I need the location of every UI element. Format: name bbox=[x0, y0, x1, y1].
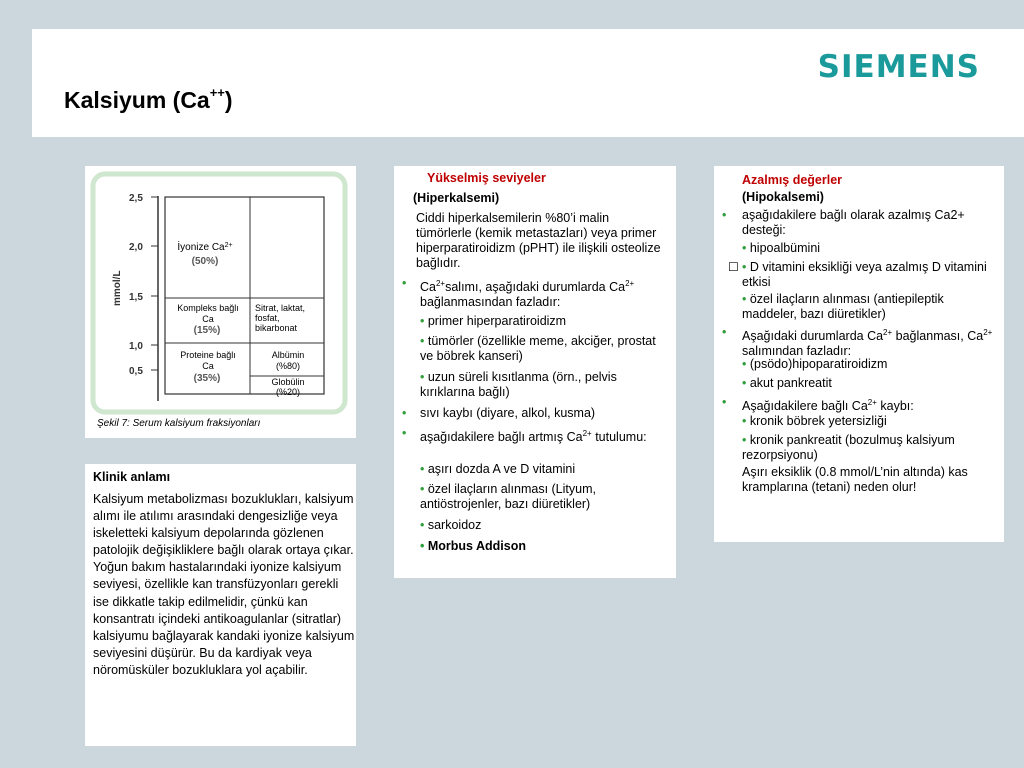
globulin-2: (%20) bbox=[275, 387, 301, 397]
bullet-dot: • bbox=[402, 426, 407, 440]
hyper-bullet-1: $Ca^{2+}salımı$, aşağıdaki durumlarda $Ca^{2+}$ bağlanmasından fazladır: bbox=[420, 279, 635, 310]
hyper-sub-4: • aşırı dozda A ve D vitamini bbox=[420, 462, 576, 476]
hypo-sub-7: • kronik pankreatit (bozulmuş kalsiyum rezorpsiyonu) bbox=[742, 433, 955, 462]
tick-2-5: 2,5 bbox=[129, 193, 143, 204]
hypo-bullet-3: Aşağıdakilere bağlı $Ca^{2+}$ kaybı: bbox=[742, 398, 914, 414]
hypo-final-note: Aşırı eksiklik (0.8 mmol/L’nin altında) kas kramplarına (tetani) neden olur! bbox=[742, 465, 968, 494]
clinical-panel bbox=[85, 464, 356, 746]
albumin-1: Albümin bbox=[271, 350, 305, 360]
hyper-sub-1: • primer hiperparatiroidizm bbox=[420, 314, 567, 328]
page-title: Kalsiyum (Ca++) bbox=[64, 85, 233, 113]
header-bar bbox=[32, 29, 1024, 137]
protein-label-2: Ca bbox=[202, 361, 214, 371]
hypo-sub-6: • kronik böbrek yetersizliği bbox=[742, 414, 887, 428]
clinical-body: Kalsiyum metabolizması bozuklukları, kalsiyum alımı ile atılımı arasındaki dengesizliğe veya iskeletteki kalsiyum depolarında gözlenen patolojik değişikliklere bağlı olarak ortaya çıkar. Yoğun bakım hastalarındaki iyonize kalsiyum seviyesi, özellikle kan transfüzyonları gerekli ise dikkatle takip edilmelidir, çünkü kan konsantratı içindeki antikoagulanlar (sitratlar) kalsiyumu bağlayarak kandaki iyonize kalsiyum seviyesini düşürür. Bu da kardiyak veya nöromüsküler bozukluklara yol açabilir. bbox=[93, 492, 355, 677]
hypo-sub-3: • özel ilaçların alınması (antiepileptik maddeler, bazı diüretikler) bbox=[742, 292, 944, 321]
hyper-sub-7: • Morbus Addison bbox=[420, 539, 526, 553]
hyper-bullet-3: aşağıdakilere bağlı artmış $Ca^{2+}$ tutulumu: bbox=[420, 429, 647, 445]
globulin-1: Globülin bbox=[271, 377, 305, 387]
citrate-2: fosfat, bbox=[255, 313, 280, 323]
checkbox-icon: ☐ bbox=[728, 260, 739, 274]
bullet-dot: • bbox=[722, 395, 727, 409]
ionized-pct: (50%) bbox=[191, 256, 219, 267]
hyper-intro: Ciddi hiperkalsemilerin %80’i malin tümörlerle (kemik metastazları) veya primer hiperparatiroidizm (pPHT) ile ilişkili osteolize bağlıdır. bbox=[416, 211, 661, 270]
complex-pct: (15%) bbox=[193, 325, 221, 336]
ionized-label: İyonize $Ca^{2+}$ bbox=[177, 242, 233, 253]
bullet-dot: • bbox=[722, 325, 727, 339]
hyper-sub-5: • özel ilaçların alınması (Lityum, antiöstrojenler, bazı diüretikler) bbox=[420, 482, 596, 511]
calcium-fraction-diagram bbox=[85, 166, 356, 416]
fraction-bar bbox=[165, 197, 324, 394]
hypo-heading: Azalmış değerler bbox=[742, 173, 843, 187]
tick-2-0: 2,0 bbox=[129, 242, 143, 253]
hypo-bullet-2: Aşağıdaki durumlarda $Ca^{2+}$ bağlanması, $Ca^{2+}$ salımından fazladır: bbox=[742, 328, 993, 359]
clinical-title: Klinik anlamı bbox=[93, 470, 171, 484]
hypo-sub-5: • akut pankreatit bbox=[742, 376, 832, 390]
siemens-logo: SIEMENS bbox=[817, 49, 980, 85]
hypo-sub-1: • hipoalbümini bbox=[742, 241, 821, 255]
hyper-sub-3: • uzun süreli kısıtlanma (örn., pelvis kırıklarına bağlı) bbox=[420, 370, 617, 399]
tick-1-5: 1,5 bbox=[129, 292, 143, 303]
hyper-sub-6: • sarkoidoz bbox=[420, 518, 482, 532]
bullet-dot: • bbox=[722, 208, 727, 222]
hyper-sub: (Hiperkalsemi) bbox=[413, 191, 500, 205]
hyper-bullet-2: sıvı kaybı (diyare, alkol, kusma) bbox=[420, 406, 596, 420]
complex-label-2: Ca bbox=[202, 314, 214, 324]
complex-label-1: Kompleks bağlı bbox=[177, 303, 239, 313]
citrate-3: bikarbonat bbox=[255, 323, 298, 333]
hypo-sub: (Hipokalsemi) bbox=[742, 190, 824, 204]
tick-marks bbox=[151, 197, 158, 370]
y-axis-ticks bbox=[129, 193, 143, 377]
hypo-sub-2: • D vitamini eksikliği veya azalmış D vitamini etkisi bbox=[742, 260, 987, 289]
hyper-heading: Yükselmiş seviyeler bbox=[427, 171, 546, 185]
tick-1-0: 1,0 bbox=[129, 341, 143, 352]
hypo-bullet-1: aşağıdakilere bağlı olarak azalmış Ca2+ desteği: bbox=[742, 208, 965, 237]
tick-0-5: 0,5 bbox=[129, 366, 143, 377]
figure-panel bbox=[85, 166, 356, 438]
bullet-dot: • bbox=[402, 276, 407, 290]
hypo-sub-4: • (psödo)hipoparatiroidizm bbox=[742, 357, 888, 371]
y-axis-label: mmol/L bbox=[112, 270, 123, 306]
albumin-2: (%80) bbox=[275, 361, 301, 371]
hyper-sub-2: • tümörler (özellikle meme, akciğer, prostat ve böbrek kanseri) bbox=[420, 334, 656, 363]
hypocalcemia-panel bbox=[714, 166, 1004, 542]
protein-label-1: Proteine bağlı bbox=[180, 350, 236, 360]
bullet-dot: • bbox=[402, 406, 407, 420]
protein-pct: (35%) bbox=[193, 373, 221, 384]
segment-labels bbox=[177, 240, 305, 397]
citrate-1: Sitrat, laktat, bbox=[255, 303, 306, 313]
hypercalcemia-panel bbox=[394, 166, 676, 578]
figure-caption: Şekil 7: Serum kalsiyum fraksiyonları bbox=[97, 418, 261, 429]
